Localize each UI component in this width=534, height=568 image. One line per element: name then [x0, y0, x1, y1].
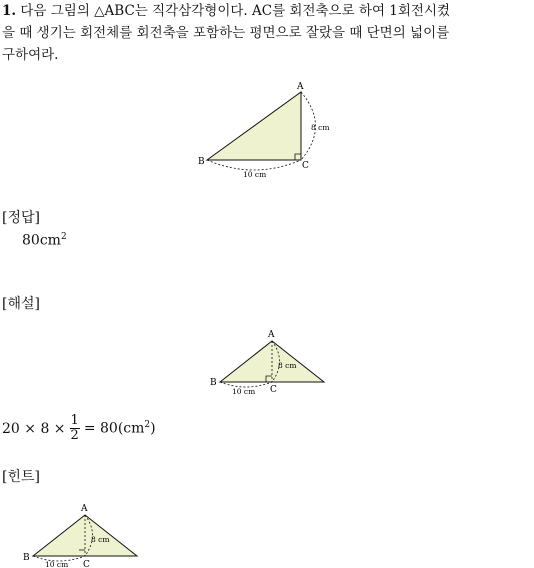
question-line-1: 다음 그림의 △ABC는 직각삼각형이다. AC를 회전축으로 하여 1회전시켰: [20, 3, 451, 19]
answer-value: $80cm^2$: [22, 232, 67, 249]
answer-header: [정답]: [2, 210, 40, 226]
base-label: 10 cm: [45, 560, 69, 568]
height-label: 8 cm: [311, 123, 330, 132]
question-line-2: 을 때 생기는 회전체를 회전축을 포함하는 평면으로 잘랐을 때 단면의 넓이를: [2, 25, 450, 41]
base-brace: [207, 160, 301, 170]
height-label: 8 cm: [91, 535, 110, 544]
label-a: A: [297, 82, 304, 92]
height-label: 8 cm: [278, 361, 297, 370]
fraction-one-half: $\frac{1}{2}$: [70, 413, 79, 443]
base-label: 10 cm: [243, 170, 267, 179]
figure-right-triangle: [195, 80, 365, 180]
question-line-3: 구하여라.: [2, 47, 59, 63]
label-b: B: [210, 378, 217, 388]
hint-header: [힌트]: [2, 469, 40, 485]
label-c: C: [83, 560, 90, 568]
question-number: 1.: [2, 3, 17, 19]
label-a: A: [81, 504, 88, 514]
base-label: 10 cm: [232, 387, 256, 396]
figure-hint-section: [18, 500, 143, 568]
label-c: C: [270, 385, 277, 395]
label-b: B: [23, 553, 30, 563]
triangle-abc: [207, 92, 301, 160]
solution-header: [해설]: [2, 296, 40, 312]
question-text: [2, 0, 532, 66]
label-b: B: [198, 157, 205, 167]
solution-formula: 20 × 8 × $\frac{1}{2}$ = $80(cm^2)$: [2, 413, 156, 443]
label-c: C: [302, 161, 309, 171]
label-a: A: [268, 330, 275, 340]
figure-isosceles-section: [205, 328, 330, 398]
